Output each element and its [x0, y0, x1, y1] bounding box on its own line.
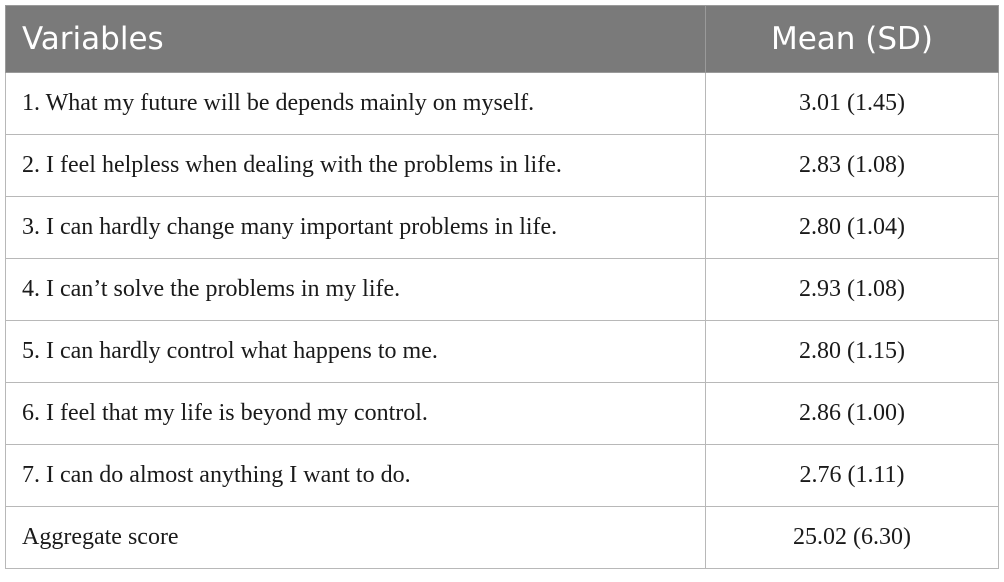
row-label: 3. I can hardly change many important problems in life. — [6, 197, 706, 259]
header-mean-sd: Mean (SD) — [706, 6, 999, 73]
row-label: 5. I can hardly control what happens to me. — [6, 321, 706, 383]
row-label: 2. I feel helpless when dealing with the problems in life. — [6, 135, 706, 197]
row-label: 7. I can do almost anything I want to do. — [6, 445, 706, 507]
row-value: 2.83 (1.08) — [706, 135, 999, 197]
row-value: 2.76 (1.11) — [706, 445, 999, 507]
table-body — [6, 73, 999, 569]
row-value: 2.80 (1.15) — [706, 321, 999, 383]
header-row — [6, 6, 999, 73]
table-row — [6, 445, 999, 507]
table-row — [6, 135, 999, 197]
row-value: 3.01 (1.45) — [706, 73, 999, 135]
aggregate-value: 25.02 (6.30) — [706, 507, 999, 569]
data-table — [5, 5, 999, 569]
row-value: 2.80 (1.04) — [706, 197, 999, 259]
row-value: 2.86 (1.00) — [706, 383, 999, 445]
table-row — [6, 321, 999, 383]
data-table-container — [5, 5, 998, 569]
aggregate-label: Aggregate score — [6, 507, 706, 569]
row-label: 6. I feel that my life is beyond my control. — [6, 383, 706, 445]
header-variables: Variables — [6, 6, 706, 73]
row-value: 2.93 (1.08) — [706, 259, 999, 321]
table-row — [6, 259, 999, 321]
row-label: 1. What my future will be depends mainly on myself. — [6, 73, 706, 135]
table-row — [6, 383, 999, 445]
row-label: 4. I can’t solve the problems in my life. — [6, 259, 706, 321]
table-header — [6, 6, 999, 73]
table-row-aggregate — [6, 507, 999, 569]
table-row — [6, 197, 999, 259]
table-row — [6, 73, 999, 135]
